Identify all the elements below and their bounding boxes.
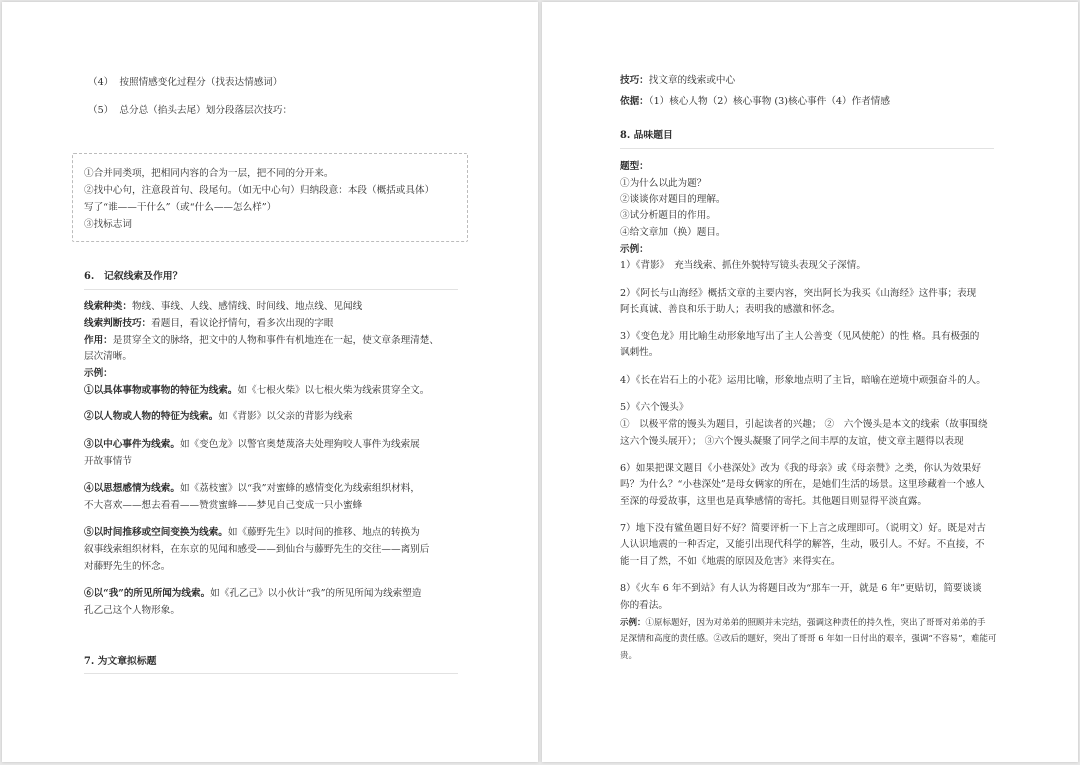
clue-role-2: 层次清晰。 <box>84 351 132 362</box>
example-6-2-head: ②以人物或人物的特征为线索。 <box>84 411 219 422</box>
question-type-2: ②谈谈你对题目的理解。 <box>620 194 726 205</box>
section-8-rule <box>620 148 994 149</box>
page-left <box>2 2 538 762</box>
example-6-1-text: 如《七根火柴》以七根火柴为线索贯穿全文。 <box>237 385 430 396</box>
example-6-1-head: ①以具体事物或事物的特征为线索。 <box>84 385 238 396</box>
method-4 <box>88 76 283 89</box>
example-6-6-head: ⑥以“我”的所见所闻为线索。 <box>84 588 211 599</box>
question-type-label: 题型： <box>620 161 649 172</box>
example-6-5-text: 如《藤野先生》以时间的推移、地点的转换为 <box>227 527 420 538</box>
method-5-number: （5） <box>88 105 114 116</box>
basis-line <box>620 95 890 108</box>
clue-judge-label: 线索判断技巧： <box>84 318 152 329</box>
example-6-4-head: ④以思想感情为线索。 <box>84 483 180 494</box>
example-8-8-answer-label: 示例： <box>620 618 646 628</box>
example-8-7-cont-2: 能一目了然，不如《地震的原因及危害》来得实在。 <box>620 556 841 567</box>
skill-text: 找文章的线索或中心 <box>648 75 736 86</box>
example-6-2-text: 如《背影》以父亲的背影为线索 <box>218 411 353 422</box>
skill-label: 技巧： <box>620 75 649 86</box>
section-8-title: 8. 品味题目 <box>620 130 673 141</box>
example-8-7: 7）地下没有鲨鱼题目好不好？简要评析一下上言之成理即可。（说明文）好。既是对古 <box>620 523 986 534</box>
example-8-8-answer-text: ①原标题好，因为对弟弟的照顾并未完结，强调这种责任的持久性，突出了哥哥对弟弟的手 <box>645 618 986 628</box>
example-6-6-cont: 孔乙己这个人物形象。 <box>84 605 180 616</box>
example-8-8: 8）《火车 6 年不到站》有人认为将题目改为“那车一开，就是 6 年”更贴切，简要谈谈 <box>620 583 982 594</box>
page-right <box>542 2 1078 762</box>
example-6-5-cont-2: 对藤野先生的怀念。 <box>84 561 171 572</box>
skill-line <box>620 74 735 87</box>
example-8-8-answer-2: 足深情和高度的责任感。②改后的题好，突出了哥哥 6 年如一日付出的艰辛，强调“不容易”，难能可 <box>620 634 997 644</box>
section-7-title: 7. 为文章拟标题 <box>84 656 157 667</box>
example-6-6 <box>84 587 421 600</box>
method-4-text: 按照情感变化过程分（找表达情感词） <box>119 77 283 88</box>
example-label-8: 示例： <box>620 244 649 255</box>
basis-label: 依据： <box>620 96 649 107</box>
example-8-5: 5）《六个馒头》 <box>620 402 689 413</box>
example-6-4-text: 如《荔枝蜜》以“我”对蜜蜂的感情变化为线索组织材料， <box>179 483 420 494</box>
clue-judge <box>84 317 333 330</box>
example-8-8-cont: 你的看法。 <box>620 600 668 611</box>
example-label-6: 示例： <box>84 368 113 379</box>
question-type-3: ③试分析题目的作用。 <box>620 210 716 221</box>
tips-line-1: ①合并同类项，把相同内容的合为一层，把不同的分开来。 <box>84 168 334 179</box>
example-8-2: 2）《阿长与山海经》概括文章的主要内容，突出阿长为我买《山海经》这件事；表现 <box>620 288 977 299</box>
example-8-3-cont: 讽刺性。 <box>620 347 659 358</box>
example-8-5-cont-1: ① 以极平常的馒头为题目，引起读者的兴趣； ② 六个馒头是本文的线索（故事围绕 <box>620 419 988 430</box>
example-6-6-text: 如《孔乙己》以小伙计“我”的所见所闻为线索塑造 <box>210 588 422 599</box>
example-6-5-cont-1: 叙事线索组织材料，在东京的见闻和感受——到仙台与藤野先生的交往——离别后 <box>84 544 430 555</box>
section-6-rule <box>84 289 458 290</box>
section-7-rule <box>84 673 458 674</box>
tips-line-2: ②找中心句，注意段首句、段尾句。（如无中心句）归纳段意：本段（概括或具体） <box>84 185 435 196</box>
example-8-1: 1）《背影》 充当线索、抓住外貌特写镜头表现父子深情。 <box>620 260 866 271</box>
tips-line-4: ③找标志词 <box>84 219 132 230</box>
method-5 <box>88 104 292 117</box>
example-8-7-cont-1: 人认识地震的一种否定，又能引出现代科学的解答，生动，吸引人。不好。不直接，不 <box>620 539 985 550</box>
example-6-5 <box>84 526 420 539</box>
clue-kinds-label: 线索种类： <box>84 301 132 312</box>
clue-role-label: 作用： <box>84 335 113 346</box>
clue-kinds <box>84 300 362 313</box>
example-8-5-cont-2: 这六个馒头展开）； ③六个馒头凝聚了同学之间丰厚的友谊，使文章主题得以表现 <box>620 436 964 447</box>
method-5-text: 总分总（掐头去尾）划分段落层次技巧： <box>119 105 293 116</box>
example-6-3-text: 如《变色龙》以警官奥楚蔑洛夫处理狗咬人事件为线索展 <box>179 439 420 450</box>
example-8-3: 3）《变色龙》用比喻生动形象地写出了主人公善变（见风使舵）的性 格。具有极强的 <box>620 331 980 342</box>
tips-line-3: 写了“谁——干什么”（或“什么——怎么样”） <box>84 202 277 213</box>
example-8-2-cont: 阿长真诚、善良和乐于助人；表明我的感激和怀念。 <box>620 304 841 315</box>
example-6-3-cont: 开故事情节 <box>84 456 132 467</box>
example-6-3 <box>84 438 420 451</box>
question-type-4: ④给文章加（换）题目。 <box>620 227 726 238</box>
example-6-3-head: ③以中心事件为线索。 <box>84 439 180 450</box>
example-8-4: 4）《长在岩石上的小花》运用比喻，形象地点明了主旨，暗喻在逆境中顽强奋斗的人。 <box>620 375 986 386</box>
example-8-8-answer-1 <box>620 617 986 630</box>
example-8-6-cont-2: 至深的母爱故事，这里也是真挚感情的寄托。其他题目则显得平淡直露。 <box>620 496 927 507</box>
basis-text: （1）核心人物（2）核心事物 (3)核心事件（4）作者情感 <box>648 96 890 107</box>
example-8-8-answer-3: 贵。 <box>620 651 638 661</box>
example-6-5-head: ⑤以时间推移或空间变换为线索。 <box>84 527 228 538</box>
section-6-title: 6. 记叙线索及作用？ <box>84 271 183 282</box>
clue-kinds-text: 物线、事线、人线、感情线、时间线、地点线、见闻线 <box>131 301 363 312</box>
clue-role-1 <box>84 334 439 347</box>
example-8-6: 6）如果把课文题目《小巷深处》改为《我的母亲》或《母亲赞》之类，你认为效果好 <box>620 463 982 474</box>
example-6-1 <box>84 384 429 397</box>
example-6-2 <box>84 410 353 423</box>
example-8-6-cont-1: 吗？为什么？“小巷深处”是母女俩家的所在，是她们生活的场景。这里珍藏着一个感人 <box>620 479 985 490</box>
clue-judge-text: 看题目，看议论抒情句，看多次出现的字眼 <box>151 318 334 329</box>
example-6-4-cont: 不大喜欢——想去看看——赞赏蜜蜂——梦见自己变成一只小蜜蜂 <box>84 500 363 511</box>
example-6-4 <box>84 482 420 495</box>
question-type-1: ①为什么以此为题？ <box>620 178 707 189</box>
method-4-number: （4） <box>88 77 114 88</box>
clue-role-text: 是贯穿全文的脉络，把文中的人物和事件有机地连在一起，使文章条理清楚、 <box>112 335 439 346</box>
